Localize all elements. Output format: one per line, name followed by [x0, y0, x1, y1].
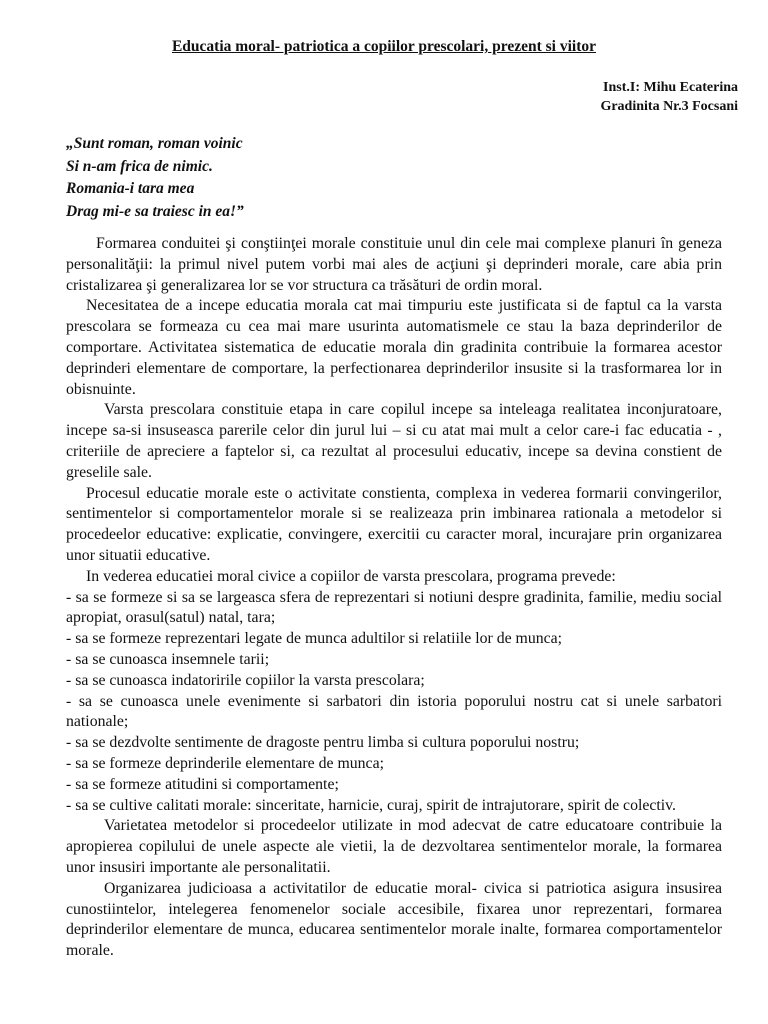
paragraph: Organizarea judicioasa a activitatilor de educatie moral- civica si patriotica asigura insusirea cunostiintelor, intelegerea fenomenelor sociale accesibile, fixarea unor reprezentari, formarea deprinderilor elementare de munca, educarea sentimentelor morale inalte, formarea comportamentelor morale.: [66, 879, 722, 960]
list-item: - sa se formeze reprezentari legate de munca adultilor si relatiile lor de munca;: [66, 630, 563, 648]
author-block: [338, 78, 738, 116]
list-item: - sa se cultive calitati morale: sinceritate, harnicie, curaj, spirit de intrajutorare, spirit de colectiv.: [66, 796, 676, 814]
list-item: - sa se formeze si sa se largeasca sfera de reprezentari si notiuni despre gradinita, familie, mediu social apropiat, orasul(satul) natal, tara;: [66, 588, 722, 627]
author-institution: Gradinita Nr.3 Focsani: [600, 99, 738, 114]
list-item: - sa se formeze deprinderile elementare de munca;: [66, 754, 384, 772]
document-title: Educatia moral- patriotica a copiilor prescolari, prezent si viitor: [171, 38, 597, 55]
body-text: [66, 234, 722, 962]
poem-line: Si n-am frica de nimic.: [66, 157, 213, 175]
poem-line: „Sunt roman, roman voinic: [66, 135, 243, 152]
paragraph: Varsta prescolara constituie etapa in care copilul incepe sa inteleaga realitatea inconjuratoare, incepe sa-si insuseasca parerile celor din jurul lui – si cu atat mai mult a celor care-i fac educatia - , criteriile de apreciere a faptelor si, ca rezultat al procesului educativ, incepe sa devina constient de greselile sale.: [66, 401, 722, 481]
list-item: - sa se formeze atitudini si comportamente;: [66, 775, 339, 793]
paragraph: In vederea educatiei moral civice a copiilor de varsta prescolara, programa prevede:: [86, 567, 616, 585]
paragraph: Formarea conduitei şi conştiinţei morale constituie unul din cele mai complexe planuri în geneza personalităţii: la primul nivel putem vorbi mai ales de acţiuni şi deprinderi morale, care abia prin cristalizarea şi generalizarea lor se vor structura ca trăsături de ordin moral.: [66, 235, 722, 294]
paragraph: Varietatea metodelor si procedeelor utilizate in mod adecvat de catre educatoare contribuie la apropierea copilului de unele aspecte ale vietii, la de dezvoltarea sentimentelor morale, la formarea unor insusiri importante ale personalitatii.: [66, 817, 722, 876]
poem-line: Drag mi-e sa traiesc in ea!”: [66, 202, 244, 220]
author-name: Inst.I: Mihu Ecaterina: [603, 80, 738, 95]
paragraph: Necesitatea de a incepe educatia morala cat mai timpuriu este justificata si de faptul ca la varsta prescolara se formeaza cu cea mai mare usurinta automatismele ce stau la baza deprinderilor de comportare. Activitatea sistematica de educatie morala din gradinita contribuie la formarea acestor deprinderi elementare de comportare, la perfectionarea deprinderilor insusite si la trasformarea lor in obisnuinte.: [66, 297, 722, 398]
list-item: - sa se dezdvolte sentimente de dragoste pentru limba si cultura poporului nostru;: [66, 734, 580, 752]
list-item: - sa se cunoasca insemnele tarii;: [66, 650, 270, 668]
paragraph: Procesul educatie morale este o activitate constienta, complexa in vederea formarii convingerilor, sentimentelor si comportamentelor morale si se realizeaza prin imbinarea rationala a metodelor si procedeelor educative: explicatie, convingere, exercitii cu caracter moral, incurajare prin organizarea unor situatii educative.: [66, 484, 722, 564]
poem-line: Romania-i tara mea: [66, 180, 195, 197]
poem-block: [66, 133, 466, 223]
list-item: - sa se cunoasca unele evenimente si sarbatori din istoria poporului nostru cat si unele sarbatori nationale;: [66, 692, 722, 731]
list-item: - sa se cunoasca indatoririle copiilor la varsta prescolara;: [66, 671, 425, 689]
